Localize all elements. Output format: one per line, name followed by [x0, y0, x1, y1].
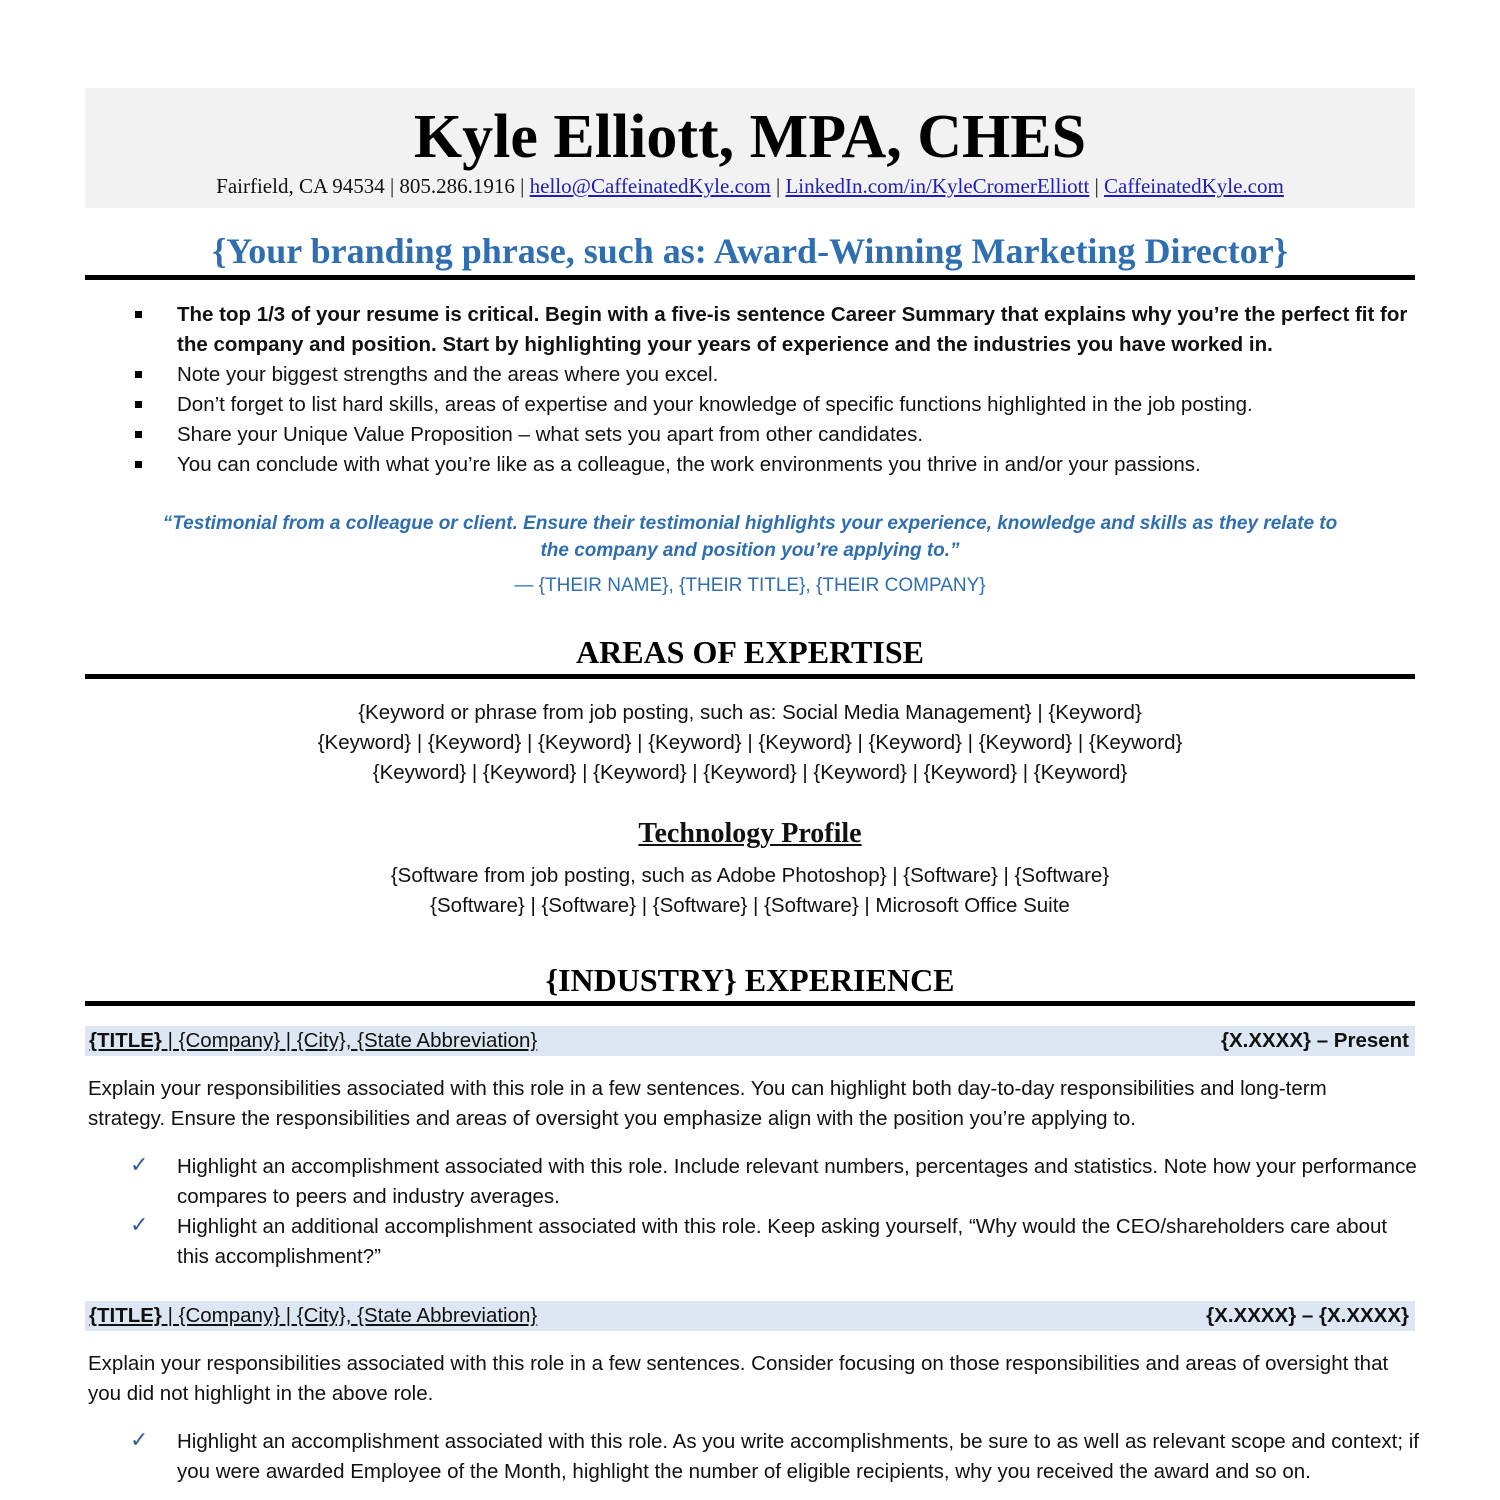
keyword-line: {Keyword} | {Keyword} | {Keyword} | {Keyword} | {Keyword} | {Keyword} | {Keyword} | {Keyword}	[317, 731, 1183, 754]
square-bullet-icon	[135, 431, 142, 438]
accomplishment-text: Highlight an accomplishment associated with this role. As you write accomplishments, be sure to as well as relevant scope and context; if you were awarded Employee of the Month, highlight the number of eligible recipients, why you received the award and so on.	[177, 1430, 1419, 1483]
expertise-title: AREAS OF EXPERTISE	[576, 634, 924, 670]
contact-separator: |	[770, 174, 786, 198]
summary-text: You can conclude with what you’re like as a colleague, the work environments you thrive in and/or your passions.	[177, 453, 1201, 476]
testimonial-attribution: — {THEIR NAME}, {THEIR TITLE}, {THEIR COMPANY}	[514, 575, 986, 596]
header-block	[85, 88, 1415, 208]
accomplishment-list	[130, 1427, 1420, 1487]
technology-title: Technology Profile	[638, 818, 862, 849]
summary-item	[130, 300, 1420, 360]
summary-text: Share your Unique Value Proposition – what sets you apart from other candidates.	[177, 423, 924, 446]
job-title-line	[89, 1026, 537, 1056]
job-dates: {X.XXXX} – Present	[1220, 1029, 1409, 1052]
summary-item	[130, 360, 1420, 390]
linkedin-link[interactable]: LinkedIn.com/in/KyleCromerElliott	[785, 174, 1090, 198]
job-description: Explain your responsibilities associated with this role in a few sentences. You can highlight both day-to-day responsibilities and long-term strategy. Ensure the responsibilities and areas of oversight you emphasize align with the position you’re applying to.	[88, 1077, 1327, 1130]
expertise-rule	[85, 674, 1415, 679]
accomplishment-item	[130, 1427, 1420, 1487]
expertise-keywords	[85, 698, 1415, 788]
job-header	[85, 1026, 1415, 1056]
square-bullet-icon	[135, 401, 142, 408]
software-line: {Software from job posting, such as Adobe Photoshop} | {Software} | {Software}	[390, 864, 1110, 887]
keyword-line: {Keyword or phrase from job posting, such as: Social Media Management} | {Keyword}	[358, 701, 1142, 724]
experience-title: {INDUSTRY} EXPERIENCE	[545, 962, 955, 998]
checkmark-icon: ✓	[130, 1152, 149, 1177]
job-dates: {X.XXXX} – {X.XXXX}	[1206, 1304, 1409, 1327]
square-bullet-icon	[135, 461, 142, 468]
location-phone: Fairfield, CA 94534 | 805.286.1916 |	[216, 174, 530, 198]
square-bullet-icon	[135, 311, 142, 318]
keyword-line: {Keyword} | {Keyword} | {Keyword} | {Keyword} | {Keyword} | {Keyword} | {Keyword}	[372, 761, 1128, 784]
checkmark-icon: ✓	[130, 1212, 149, 1237]
branding-phrase: {Your branding phrase, such as: Award-Winning Marketing Director}	[212, 231, 1288, 271]
branding-rule	[85, 275, 1415, 280]
testimonial-quote: “Testimonial from a colleague or client. Ensure their testimonial highlights your experience, knowledge and skills as they relate to the company and position you’re applying to.”	[162, 513, 1338, 561]
contact-separator: |	[1089, 174, 1105, 198]
summary-text: The top 1/3 of your resume is critical. Begin with a five-is sentence Career Summary that explains why you’re the perfect fit for the company and position. Start by highlighting your years of experience and the industries you have worked in.	[177, 303, 1408, 356]
accomplishment-text: Highlight an accomplishment associated with this role. Include relevant numbers, percentages and statistics. Note how your performance compares to peers and industry averages.	[177, 1155, 1417, 1208]
summary-list	[130, 300, 1420, 480]
job-company-location: | {Company} | {City}, {State Abbreviation}	[161, 1304, 538, 1327]
technology-software	[85, 861, 1415, 921]
email-link[interactable]: hello@CaffeinatedKyle.com	[529, 174, 771, 198]
summary-text: Note your biggest strengths and the areas where you excel.	[177, 363, 719, 386]
candidate-name: Kyle Elliott, MPA, CHES	[413, 103, 1087, 171]
job-title-line	[89, 1301, 537, 1331]
square-bullet-icon	[135, 371, 142, 378]
software-line: {Software} | {Software} | {Software} | {Software} | Microsoft Office Suite	[430, 894, 1070, 917]
summary-text: Don’t forget to list hard skills, areas of expertise and your knowledge of specific functions highlighted in the job posting.	[177, 393, 1253, 416]
job-company-location: | {Company} | {City}, {State Abbreviation}	[161, 1029, 538, 1052]
accomplishment-item	[130, 1152, 1420, 1212]
accomplishment-item	[130, 1212, 1420, 1272]
job-title: {TITLE}	[89, 1304, 162, 1327]
job-header	[85, 1301, 1415, 1331]
job-title: {TITLE}	[89, 1029, 162, 1052]
summary-item	[130, 450, 1420, 480]
contact-line	[85, 172, 1415, 200]
summary-item	[130, 420, 1420, 450]
accomplishment-list	[130, 1152, 1420, 1272]
checkmark-icon: ✓	[130, 1427, 149, 1452]
job-description: Explain your responsibilities associated with this role in a few sentences. Consider focusing on those responsibilities and areas of oversight that you did not highlight in the above role.	[88, 1352, 1389, 1405]
accomplishment-text: Highlight an additional accomplishment associated with this role. Keep asking yourself, “Why would the CEO/shareholders care about this accomplishment?”	[177, 1215, 1388, 1268]
experience-rule	[85, 1001, 1415, 1006]
summary-item	[130, 390, 1420, 420]
website-link[interactable]: CaffeinatedKyle.com	[1104, 174, 1284, 198]
